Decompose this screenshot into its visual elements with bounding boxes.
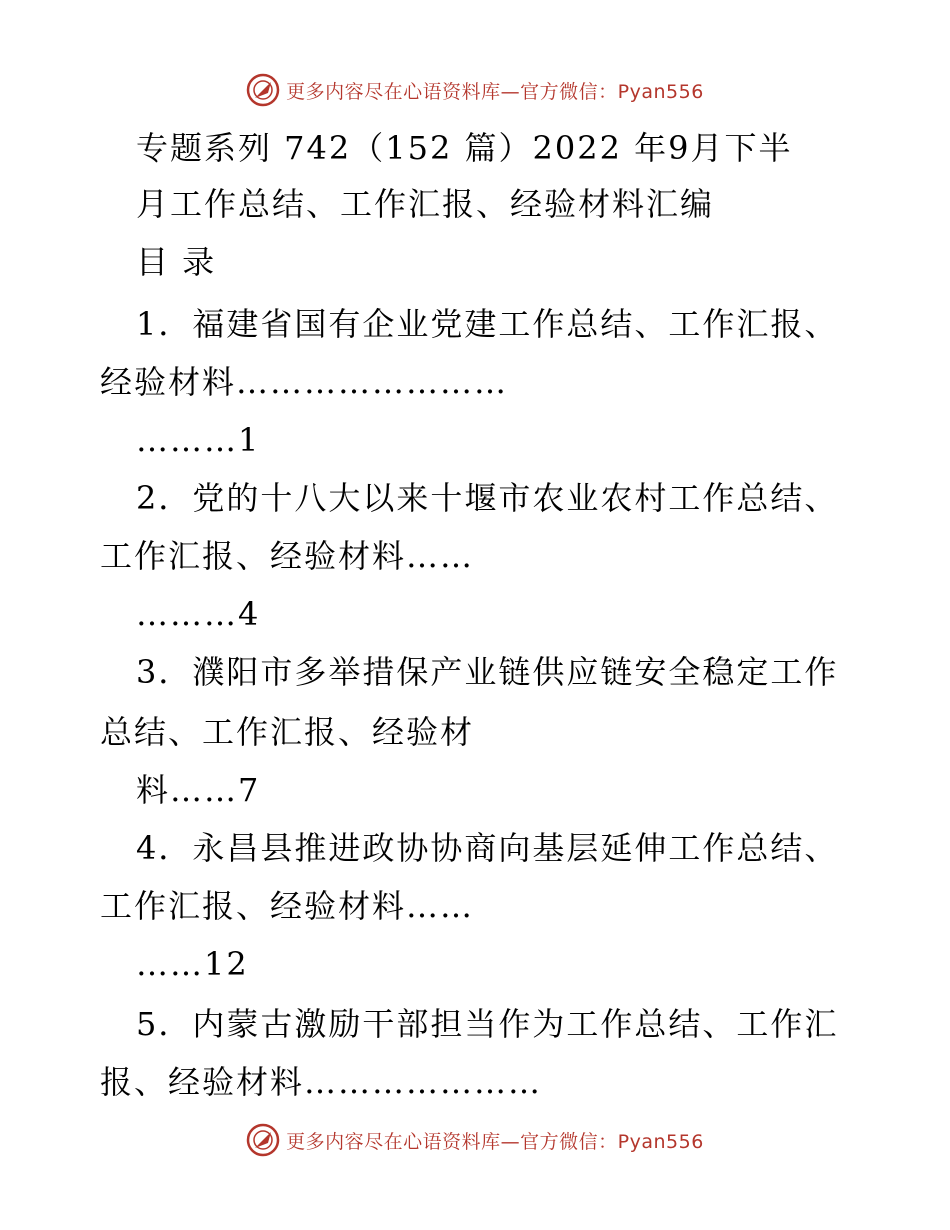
toc-entry-page: ……12 <box>136 945 249 983</box>
brand-logo-icon <box>246 1123 280 1157</box>
watermark-text: 更多内容尽在心语资料库—官方微信：Pyan556 <box>286 80 704 103</box>
toc-entry-title: 3．濮阳市多举措保产业链供应链安全稳定工作 <box>136 653 839 691</box>
toc-entry-page: ………1 <box>136 421 261 459</box>
watermark-header <box>0 70 950 110</box>
document-title-line-2: 月工作总结、工作汇报、经验材料汇编 <box>136 185 715 223</box>
toc-entry-title: 1．福建省国有企业党建工作总结、工作汇报、 <box>136 305 839 343</box>
brand-logo-icon <box>246 73 280 107</box>
toc-entry-page: 料……7 <box>136 771 261 809</box>
toc-entry-continuation: 工作汇报、经验材料…… <box>100 887 475 925</box>
watermark-footer <box>0 1120 950 1160</box>
toc-entry-title: 2．党的十八大以来十堰市农业农村工作总结、 <box>136 479 839 517</box>
toc-entry-continuation: 报、经验材料………………… <box>100 1063 543 1101</box>
toc-entry-continuation: 工作汇报、经验材料…… <box>100 537 475 575</box>
toc-entry-continuation: 经验材料…………………… <box>100 363 509 401</box>
toc-entry-continuation: 总结、工作汇报、经验材 <box>100 713 475 751</box>
toc-entry-title: 5．内蒙古激励干部担当作为工作总结、工作汇 <box>136 1005 839 1043</box>
toc-heading: 目 录 <box>136 243 217 281</box>
toc-entry-title: 4．永昌县推进政协协商向基层延伸工作总结、 <box>136 829 839 867</box>
document-title-line-1: 专题系列 742（152 篇）2022 年9月下半 <box>136 129 793 167</box>
toc-entry-page: ………4 <box>136 595 261 633</box>
watermark-text: 更多内容尽在心语资料库—官方微信：Pyan556 <box>286 1130 704 1153</box>
